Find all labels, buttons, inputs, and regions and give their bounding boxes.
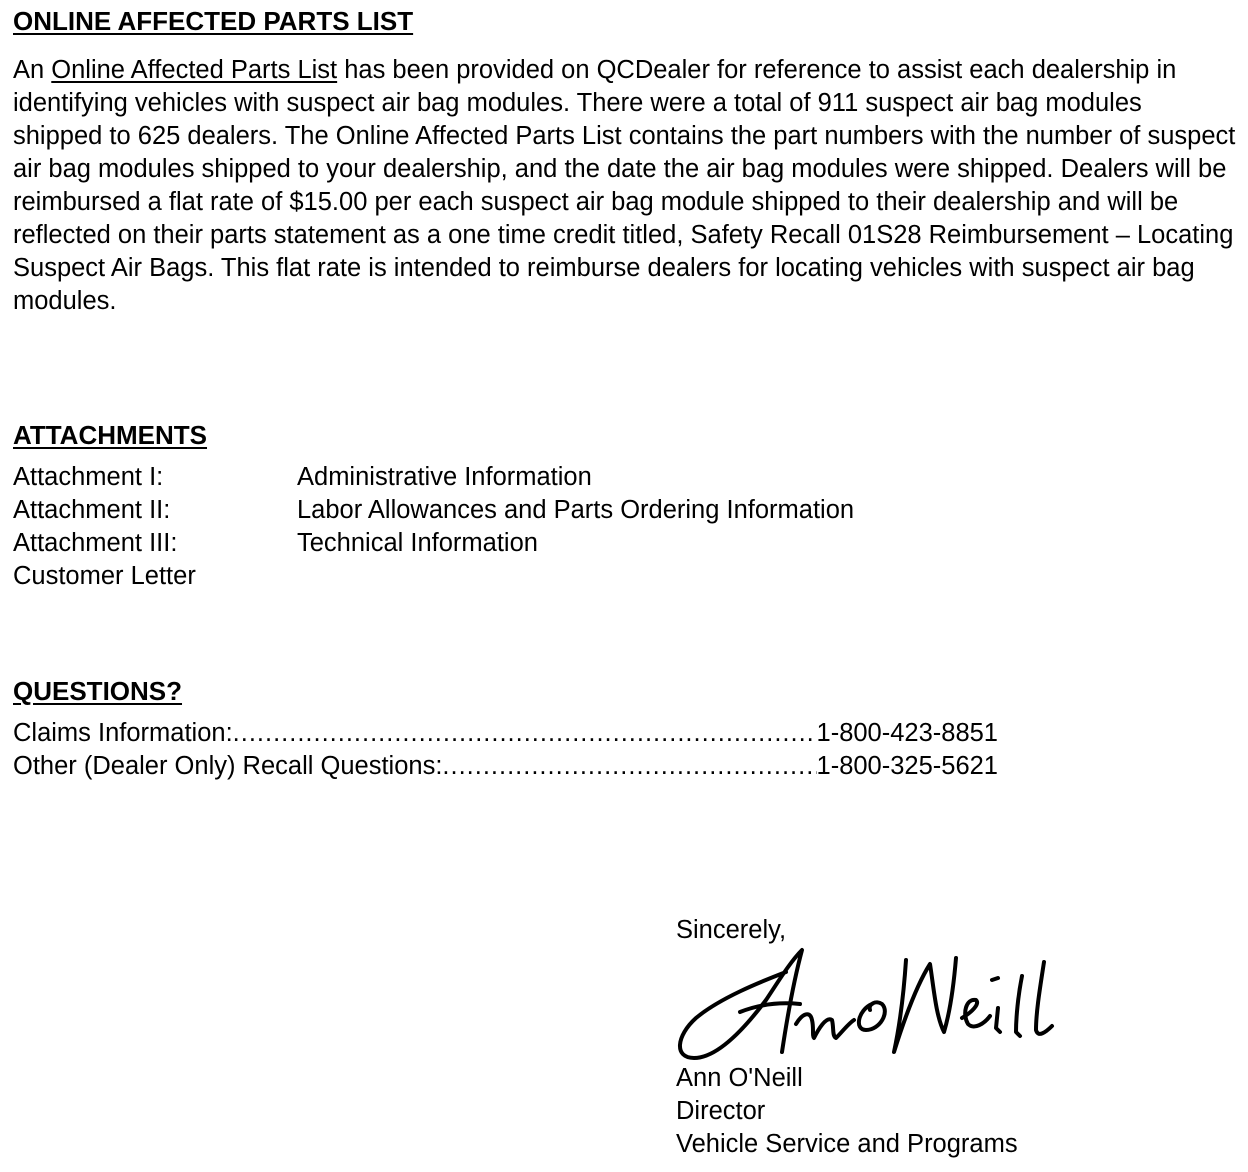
affected-parts-paragraph — [13, 54, 1238, 318]
attachments-heading: ATTACHMENTS — [13, 420, 208, 450]
questions-heading: QUESTIONS? — [13, 676, 183, 706]
affected-parts-heading: ONLINE AFFECTED PARTS LIST — [13, 6, 414, 36]
attachment-description: Technical Information — [297, 529, 538, 557]
question-label: Other (Dealer Only) Recall Questions: — [13, 752, 443, 780]
question-row-recall — [13, 750, 998, 783]
para-start: An — [13, 56, 52, 84]
salutation: Sincerely, — [676, 916, 787, 944]
handwritten-signature — [668, 940, 1058, 1070]
signer-department: Vehicle Service and Programs — [676, 1130, 1018, 1158]
dot-leader — [442, 750, 816, 783]
signer-title: Director — [676, 1097, 766, 1125]
para-rest: has been provided on QCDealer for reference to assist each dealership in identifying vehicles with suspect air bag modules. There were a total of 911 suspect air bag modules shipped to 625 dealers. The Online Affected Parts List contains the part numbers with the number of suspect air bag modules shipped to your dealership, and the date the air bag modules were shipped. Dealers will be reimbursed a flat rate of $15.00 per each suspect air bag module shipped to their dealership and will be reflected on their parts statement as a one time credit titled, Safety Recall 01S28 Reimbursement – Locating Suspect Air Bags. This flat rate is intended to reimburse dealers for locating vehicles with suspect air bag modules. — [13, 56, 1236, 315]
question-row-claims — [13, 717, 998, 750]
attachment-label: Attachment II: — [13, 496, 171, 524]
question-label: Claims Information: — [13, 719, 233, 747]
attachment-label: Attachment III: — [13, 529, 178, 557]
attachment-label: Attachment I: — [13, 463, 164, 491]
phone-number[interactable]: 1-800-423-8851 — [816, 719, 998, 747]
phone-number[interactable]: 1-800-325-5621 — [816, 752, 998, 780]
attachment-description: Administrative Information — [297, 463, 592, 491]
attachment-label: Customer Letter — [13, 562, 196, 590]
dot-leader — [233, 717, 817, 750]
attachment-description: Labor Allowances and Parts Ordering Information — [297, 496, 855, 524]
signer-name: Ann O'Neill — [676, 1064, 803, 1092]
online-affected-parts-list-link[interactable]: Online Affected Parts List — [51, 56, 338, 84]
